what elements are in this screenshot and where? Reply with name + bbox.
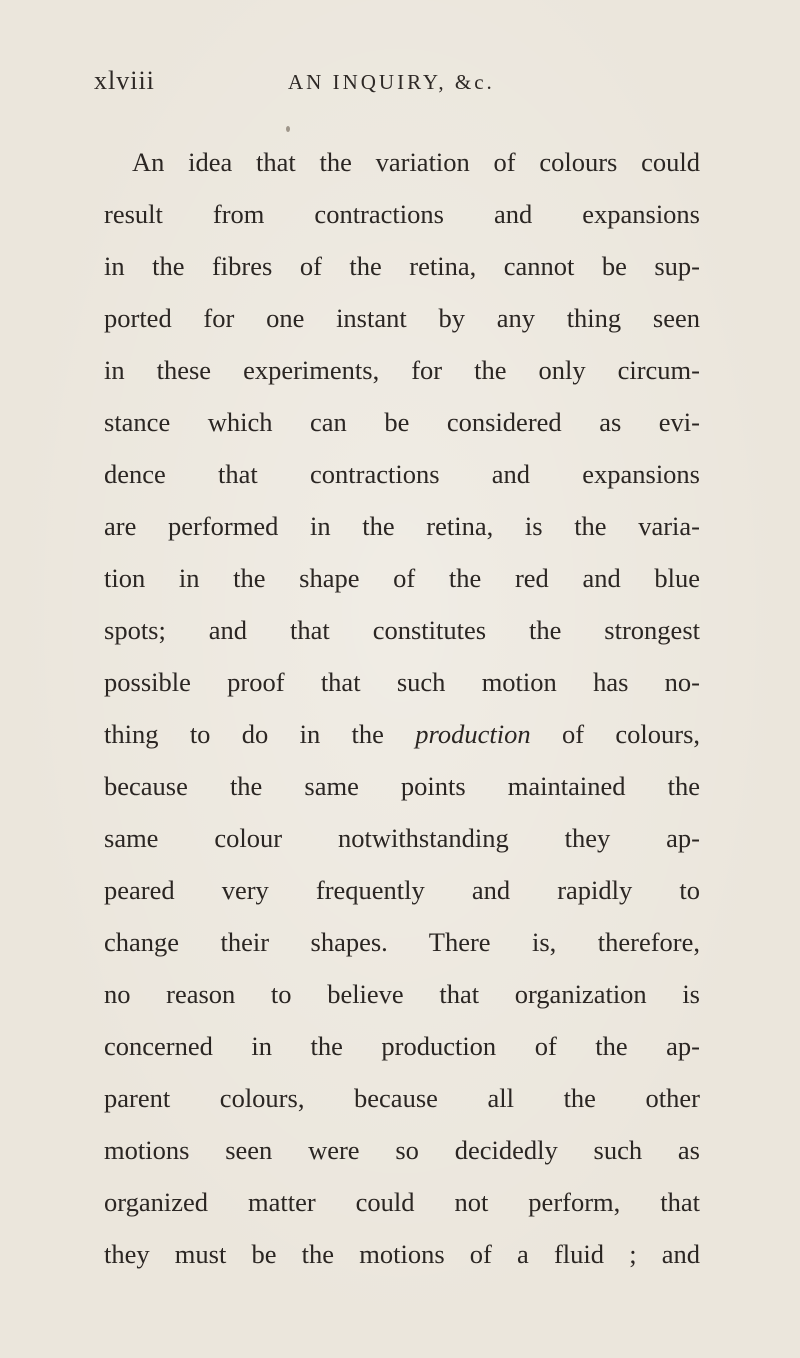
text-line: result from contractions and expansions [104,199,700,229]
text-line: concerned in the production of the ap- [104,1031,700,1061]
text-line: in these experiments, for the only circum- [104,355,700,385]
text-line-with-italic [104,712,700,756]
italic-word: production [415,719,531,749]
text-line: they must be the motions of a fluid ; and [104,1239,700,1269]
running-head [0,66,800,106]
text-line: dence that contractions and expansions [104,459,700,489]
text-line: ported for one instant by any thing seen [104,303,700,333]
text-line: because the same points maintained the [104,771,700,801]
text-line: spots; and that constitutes the strongest [104,615,700,645]
text-line: An idea that the variation of colours could [132,147,700,177]
text-line: are performed in the retina, is the varia- [104,511,700,541]
text-line: peared very frequently and rapidly to [104,875,700,905]
text-segment: of colours, [561,719,701,749]
running-title: AN INQUIRY, &c. [288,70,495,94]
text-line: stance which can be considered as evi- [104,407,700,437]
text-line: in the fibres of the retina, cannot be sup- [104,251,700,281]
page-number: xlviii [94,66,155,95]
text-line: parent colours, because all the other [104,1083,700,1113]
text-line: same colour notwithstanding they ap- [104,823,700,853]
text-line: change their shapes. There is, therefore, [104,927,700,957]
text-line: possible proof that such motion has no- [104,667,700,697]
text-line: no reason to believe that organization is [104,979,700,1009]
text-line: tion in the shape of the red and blue [104,563,700,593]
text-line: organized matter could not perform, that [104,1187,700,1217]
text-line: motions seen were so decidedly such as [104,1135,700,1165]
text-segment: thing to do in the [104,719,384,749]
print-speck [286,126,290,132]
